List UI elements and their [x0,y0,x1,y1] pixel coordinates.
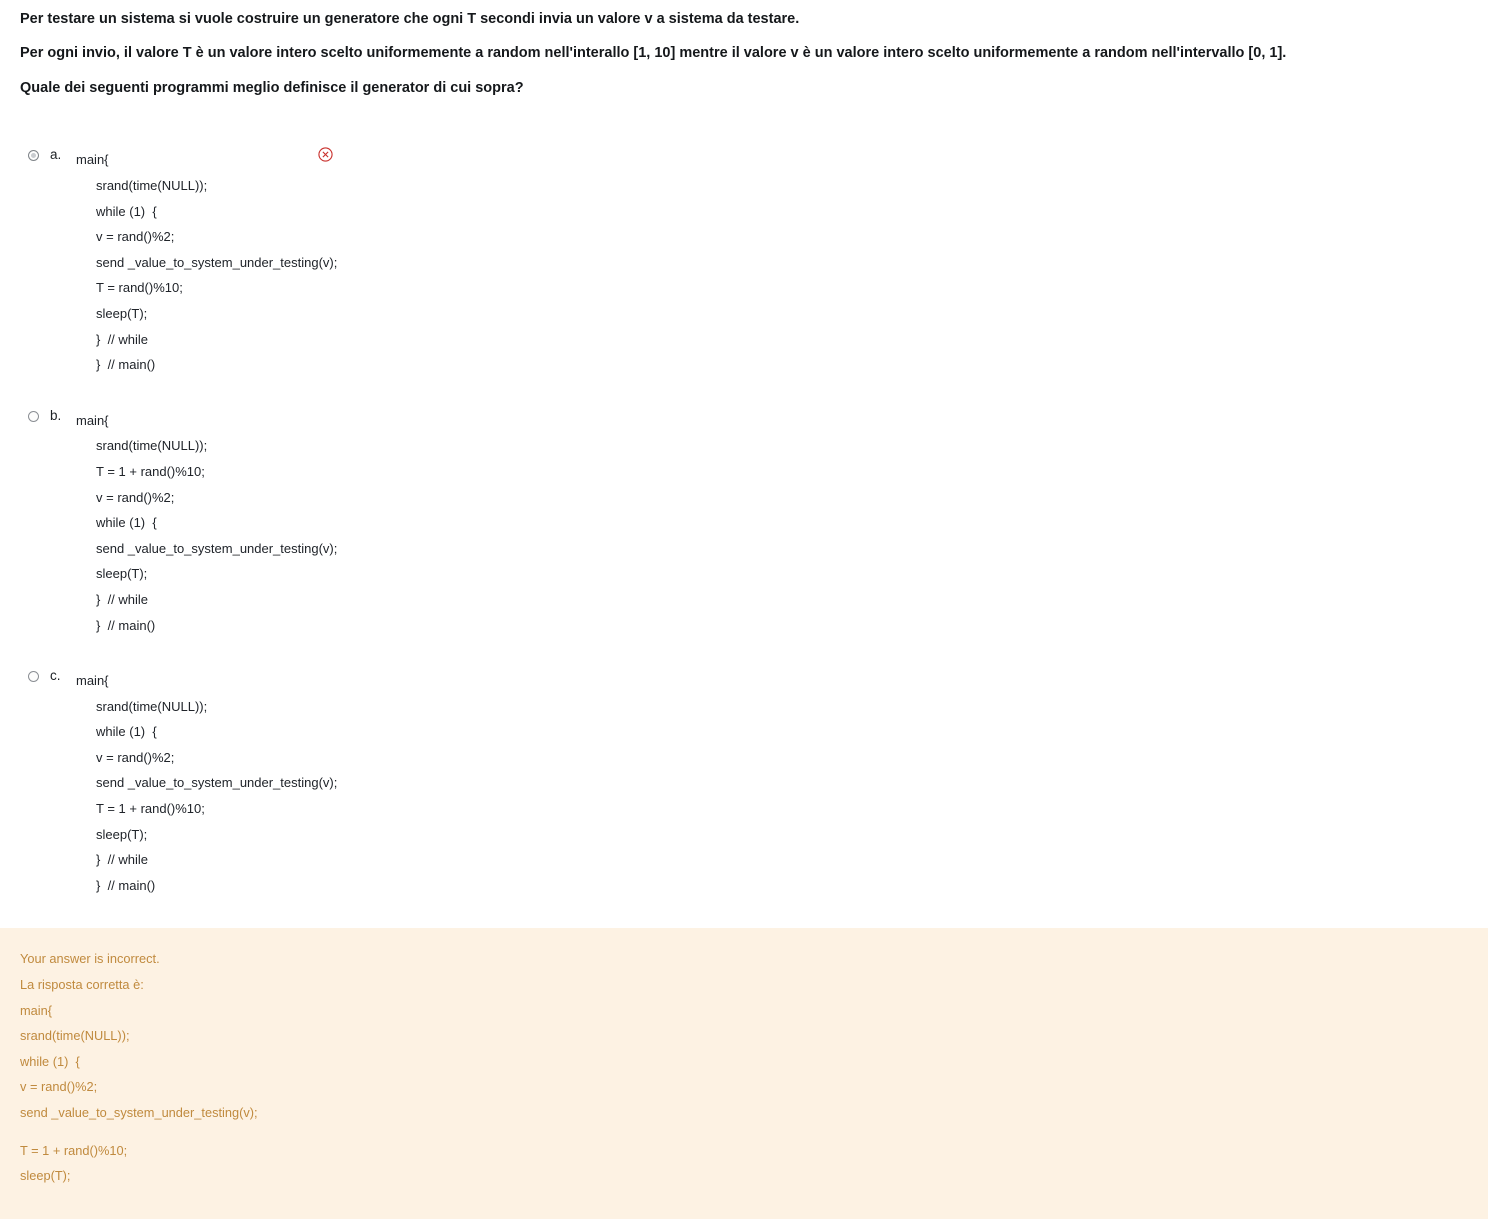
feedback-code-line: v = rand()%2; [20,1079,98,1095]
code-line: sleep(T); [96,566,148,582]
code-line: } // while [96,331,149,347]
code-line: v = rand()%2; [96,749,175,765]
feedback-code-line: srand(time(NULL)); [20,1028,130,1044]
answer-letter-b: b. [50,407,62,423]
answer-option-b[interactable] [28,408,1488,638]
code-line: main{ [76,412,109,428]
code-line: send _value_to_system_under_testing(v); [96,254,338,270]
feedback-status: Your answer is incorrect. [20,951,160,967]
code-line: while (1) { [96,515,157,531]
radio-button-a[interactable] [28,150,39,161]
code-line: srand(time(NULL)); [96,698,208,714]
code-line: } // main() [96,617,156,633]
code-line: sleep(T); [96,826,148,842]
code-line: while (1) { [96,203,157,219]
code-line: srand(time(NULL)); [96,438,208,454]
code-line: main{ [76,673,109,689]
answer-options-list [0,147,1488,898]
code-line: while (1) { [96,724,157,740]
question-line-3: Quale dei seguenti programmi meglio definisce il generator di cui sopra? [20,79,524,96]
feedback-code-line: while (1) { [20,1053,80,1069]
answer-option-c[interactable] [28,668,1488,898]
code-line: T = rand()%10; [96,280,183,296]
feedback-code-line: sleep(T); [20,1168,71,1184]
feedback-blank-line [20,1126,1468,1138]
code-line: srand(time(NULL)); [96,178,208,193]
question-text [0,0,1488,99]
question-line-2: Per ogni invio, il valore T è un valore intero scelto uniformemente a random nell'interallo [1, 10] mentre il valore v è un valore intero scelto uniformemente a random nell'intervallo [0, 1]. [20,45,1287,62]
feedback-code-line: main{ [20,1002,53,1018]
code-line: } // main() [96,877,156,893]
question-line-1: Per testare un sistema si vuole costruire un generatore che ogni T secondi invia un valore v a sistema da testare. [20,11,800,27]
code-line: T = 1 + rand()%10; [96,463,205,479]
answer-code-b [76,408,1488,638]
code-line: send _value_to_system_under_testing(v); [96,775,338,791]
answer-code-c [76,668,1488,898]
code-line: } // main() [96,357,156,373]
radio-button-c[interactable] [28,671,39,682]
code-line: T = 1 + rand()%10; [96,801,205,817]
feedback-panel [0,928,1488,1218]
answer-code-a [76,147,1488,377]
code-line: main{ [76,152,109,168]
feedback-code-line: T = 1 + rand()%10; [20,1142,128,1158]
code-line: send _value_to_system_under_testing(v); [96,540,338,556]
circle-x-icon [318,147,333,162]
feedback-correct-label: La risposta corretta è: [20,977,144,993]
answer-letter-a: a. [50,147,62,163]
answer-option-a[interactable] [28,147,1488,377]
code-line: } // while [96,852,149,868]
feedback-code-line: send _value_to_system_under_testing(v); [20,1105,258,1120]
radio-button-b[interactable] [28,411,39,422]
answer-letter-c: c. [50,668,61,684]
code-line: v = rand()%2; [96,229,175,245]
code-line: v = rand()%2; [96,489,175,505]
code-line: sleep(T); [96,305,148,321]
code-line: } // while [96,591,149,607]
